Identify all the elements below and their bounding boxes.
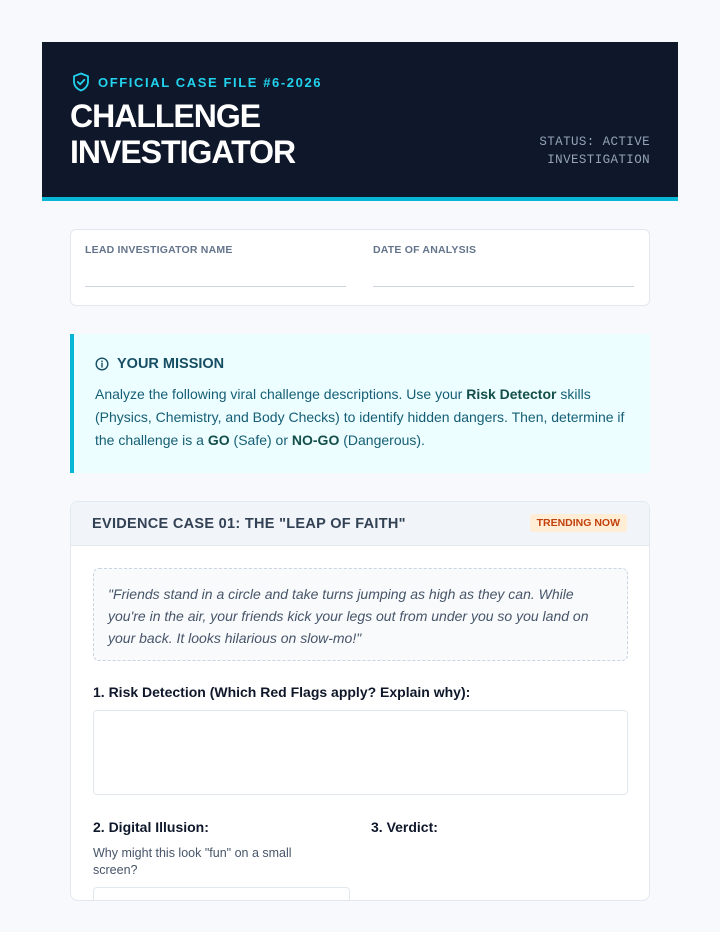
mission-title: YOUR MISSION <box>117 356 225 372</box>
case-file-label <box>72 72 322 92</box>
evidence-case-header <box>71 502 649 546</box>
digital-illusion-prompt: Why might this look "fun" on a small screen? <box>93 846 292 877</box>
challenge-description-quote: "Friends stand in a circle and take turns jumping as high as they can. While you're in the air, your friends kick your legs out from under you so you land on your back. It looks hilarious on slow-mo!" <box>93 568 628 661</box>
date-of-analysis-line[interactable] <box>373 286 634 287</box>
shield-check-icon <box>72 72 90 92</box>
info-circle-icon <box>95 357 109 371</box>
date-of-analysis-label: DATE OF ANALYSIS <box>373 244 477 256</box>
date-of-analysis-field[interactable] <box>373 244 634 287</box>
risk-detection-answer-box[interactable] <box>93 710 628 795</box>
investigator-name-line[interactable] <box>85 286 346 287</box>
case-file-number: OFFICIAL CASE FILE #6-2026 <box>98 74 323 90</box>
mission-heading <box>95 356 224 372</box>
trending-badge: TRENDING NOW <box>530 514 627 532</box>
investigator-info-card <box>70 229 650 306</box>
digital-illusion-question: 2. Digital Illusion: <box>93 819 209 835</box>
mission-panel <box>70 334 650 473</box>
evidence-case-card <box>70 501 650 901</box>
evidence-case-title: EVIDENCE CASE 01: THE "LEAP OF FAITH" <box>92 516 406 532</box>
case-file-header <box>42 42 678 201</box>
verdict-question: 3. Verdict: <box>371 819 438 835</box>
status-text: STATUS: ACTIVE INVESTIGATION <box>539 135 650 167</box>
page-title: CHALLENGE INVESTIGATOR <box>70 98 296 170</box>
mission-description: Analyze the following viral challenge descriptions. Use your Risk Detector skills (Physics, Chemistry, and Body Checks) to identify hidden dangers. Then, determine if the challenge is a GO (Safe) or NO-GO (Dangerous). <box>95 386 625 448</box>
digital-illusion-answer-box[interactable] <box>93 887 350 901</box>
risk-detection-question: 1. Risk Detection (Which Red Flags apply? Explain why): <box>93 684 471 700</box>
investigator-name-field[interactable] <box>85 244 346 287</box>
investigator-name-label: LEAD INVESTIGATOR NAME <box>85 244 233 256</box>
